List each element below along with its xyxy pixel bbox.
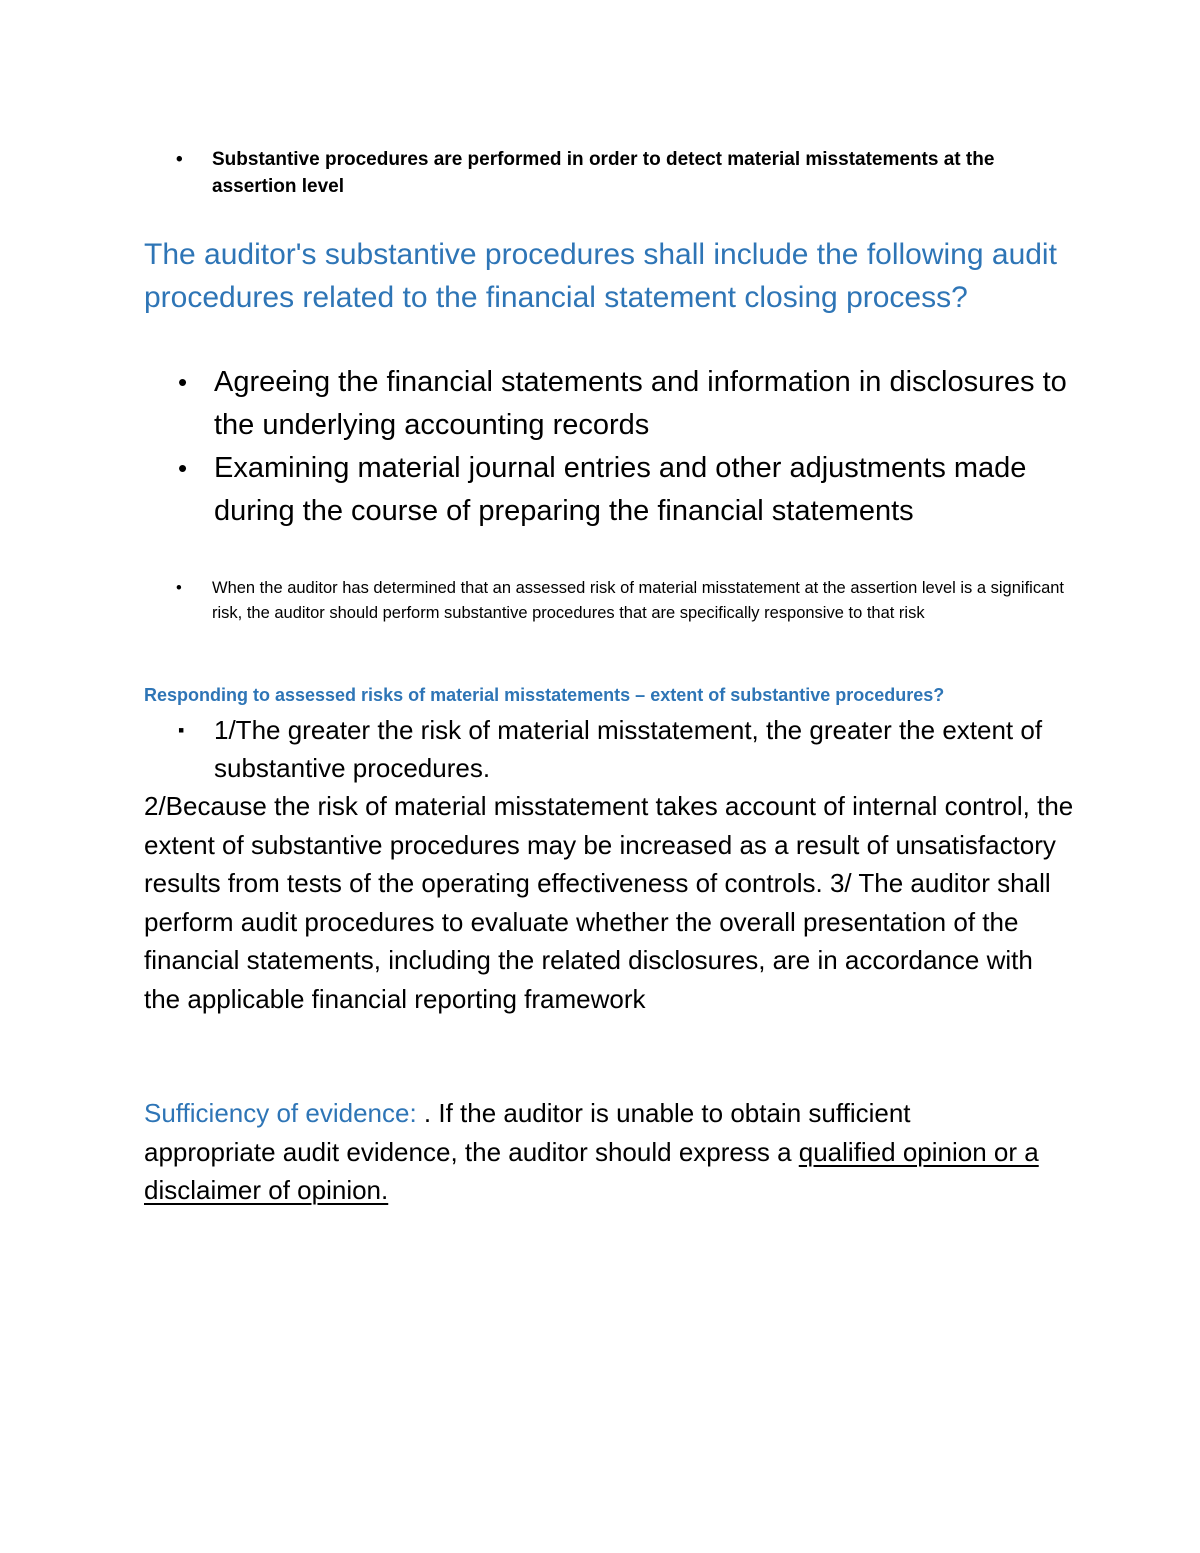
closing-process-item [178, 361, 1078, 447]
intro-bullet [176, 146, 1076, 200]
sufficiency-text: . If the auditor is unable to obtain sufficient appropriate audit evidence, the auditor should express a [144, 1098, 911, 1167]
bullet-marker: • [178, 453, 188, 483]
closing-process-item-text: Agreeing the financial statements and information in disclosures to the underlying accounting records [214, 366, 1067, 441]
extent-item [178, 711, 1078, 787]
closing-process-heading: The auditor's substantive procedures shall include the following audit procedures related to the financial statement closing process? [144, 238, 1057, 314]
significant-risk-bullet [176, 576, 1076, 626]
sufficiency-underlined-text: qualified opinion or a disclaimer of opinion. [144, 1136, 1039, 1205]
extent-paragraph: 2/Because the risk of material misstatement takes account of internal control, the extent of substantive procedures may be increased as a result of unsatisfactory results from tests of the operating effectiveness of controls. 3/ The auditor shall perform audit procedures to evaluate whether the overall presentation of the financial statements, including the related disclosures, are in accordance with the applicable financial reporting framework [144, 791, 1074, 1014]
square-bullet-marker: ▪ [178, 720, 185, 740]
intro-bullet-text: Substantive procedures are performed in order to detect material misstatements at the assertion level [212, 149, 995, 197]
bullet-marker: • [176, 149, 183, 170]
significant-risk-text: When the auditor has determined that an assessed risk of material misstatement at the assertion level is a significant risk, the auditor should perform substantive procedures that are specifically responsive to that risk [212, 579, 1065, 622]
extent-heading: Responding to assessed risks of material misstatements – extent of substantive procedures? [144, 685, 945, 705]
closing-process-item [178, 447, 1078, 533]
closing-process-item-text: Examining material journal entries and other adjustments made during the course of preparing the financial statements [214, 452, 1027, 527]
sufficiency-label: Sufficiency of evidence: [144, 1098, 424, 1128]
bullet-marker: • [178, 367, 188, 397]
sufficiency-paragraph [144, 1094, 1044, 1210]
extent-item-text: 1/The greater the risk of material misstatement, the greater the extent of substantive procedures. [214, 715, 1043, 783]
bullet-marker: • [176, 579, 182, 597]
